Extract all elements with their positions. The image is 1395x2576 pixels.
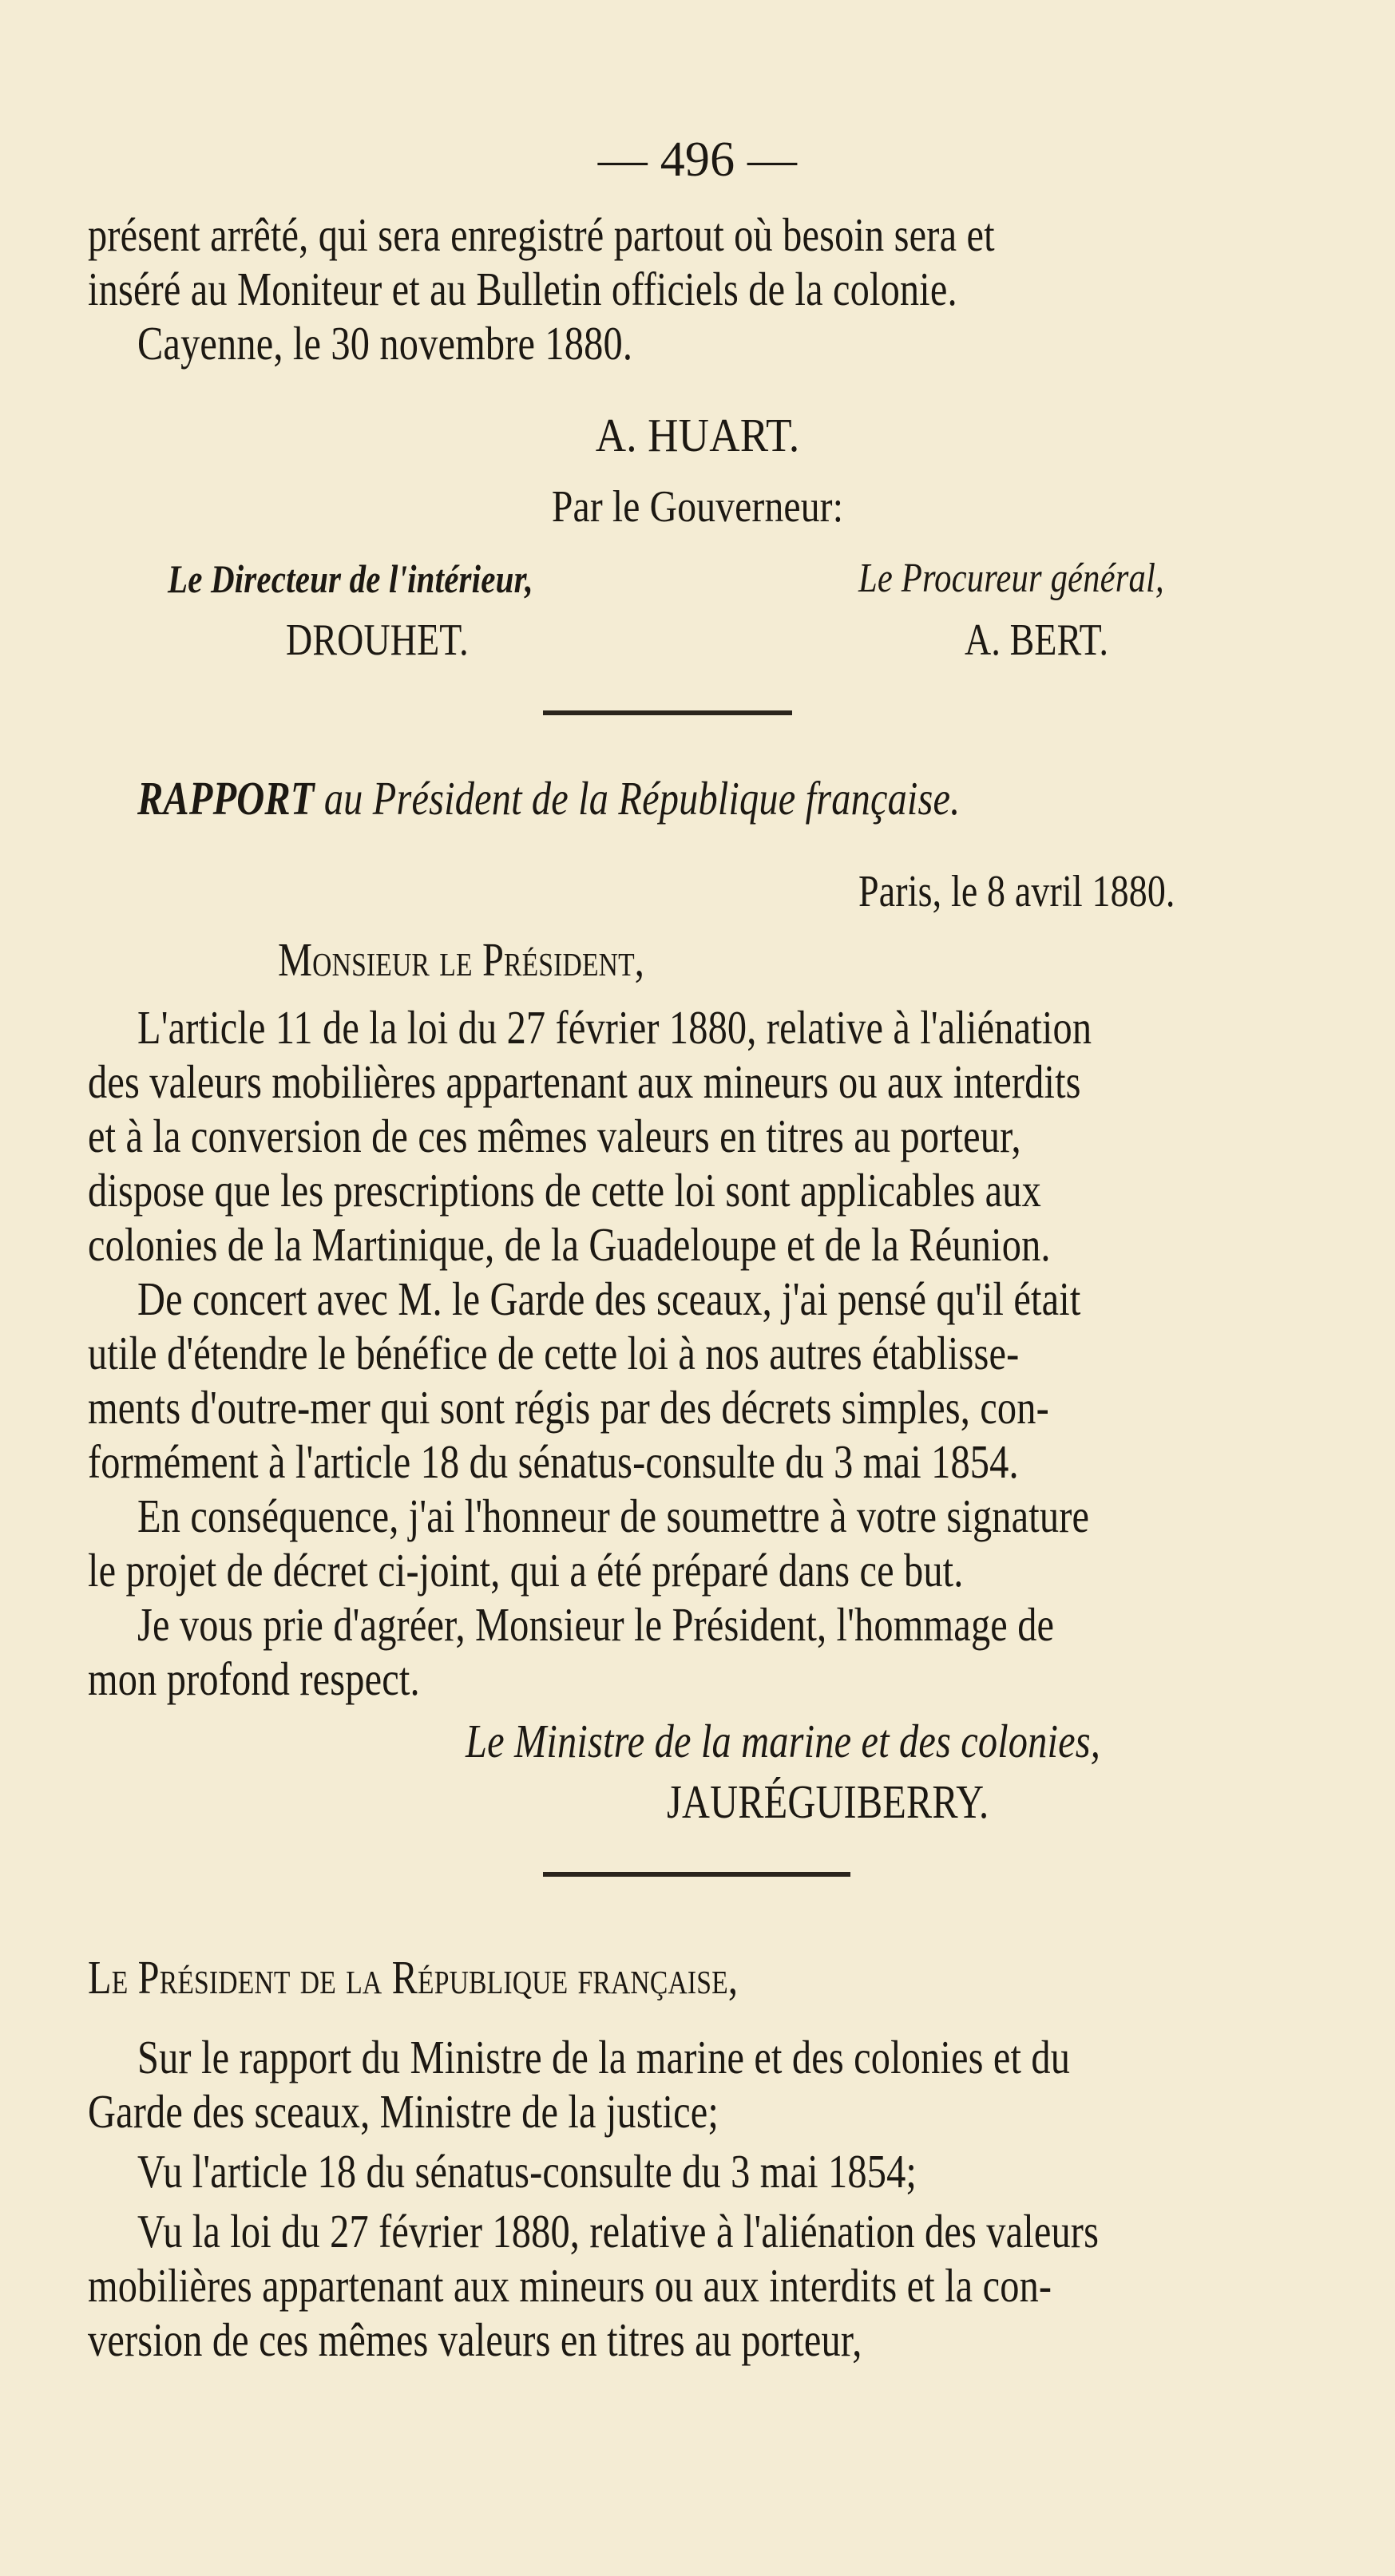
text-line: L'article 11 de la loi du 27 février 1880, relative à l'aliénation — [137, 1001, 1092, 1054]
text-line: Vu l'article 18 du sénatus-consulte du 3 mai 1854; — [137, 2145, 917, 2198]
text-line: Sur le rapport du Ministre de la marine et des colonies et du — [137, 2031, 1071, 2083]
decree-heading: Le Président de la République française, — [88, 1951, 739, 2004]
procureur-name: A. BERT. — [965, 615, 1109, 665]
procureur-title: Le Procureur général, — [858, 556, 1164, 601]
text-line: des valeurs mobilières appartenant aux mineurs ou aux interdits — [88, 1055, 1081, 1108]
by-governor: Par le Gouverneur: — [551, 482, 844, 532]
text-line: De concert avec M. le Garde des sceaux, j'ai pensé qu'il était — [137, 1272, 1081, 1325]
place-date-line: Cayenne, le 30 novembre 1880. — [137, 317, 633, 370]
governor-signature: A. HUART. — [595, 409, 800, 461]
separator-rule — [543, 1872, 850, 1877]
rapport-place-date: Paris, le 8 avril 1880. — [858, 867, 1175, 916]
text-line: le projet de décret ci-joint, qui a été préparé dans ce but. — [88, 1544, 964, 1597]
text-line: dispose que les prescriptions de cette loi sont applicables aux — [88, 1164, 1041, 1217]
rapport-heading-bold: RAPPORT — [137, 772, 315, 825]
director-title: Le Directeur de l'intérieur, — [168, 556, 533, 601]
text-line: formément à l'article 18 du sénatus-consulte du 3 mai 1854. — [88, 1435, 1019, 1488]
rapport-heading — [137, 773, 960, 824]
text-line: colonies de la Martinique, de la Guadeloupe et de la Réunion. — [88, 1218, 1051, 1271]
text-line: Vu la loi du 27 février 1880, relative à l'aliénation des valeurs — [137, 2205, 1100, 2257]
separator-rule — [543, 710, 792, 715]
minister-name: JAURÉGUIBERRY. — [667, 1775, 989, 1828]
minister-title: Le Ministre de la marine et des colonies, — [466, 1715, 1101, 1767]
text-line: Garde des sceaux, Ministre de la justice; — [88, 2085, 719, 2138]
page-number: — 496 — — [597, 133, 798, 187]
rapport-heading-rest: au Président de la République française. — [323, 772, 961, 825]
text-line: En conséquence, j'ai l'honneur de soumettre à votre signature — [137, 1490, 1090, 1542]
text-line: Je vous prie d'agréer, Monsieur le Président, l'hommage de — [137, 1598, 1055, 1651]
text-line: utile d'étendre le bénéfice de cette loi à nos autres établisse- — [88, 1327, 1020, 1379]
salutation: Monsieur le Président, — [278, 933, 645, 986]
text-line: ments d'outre-mer qui sont régis par des décrets simples, con- — [88, 1381, 1049, 1434]
text-line: inséré au Moniteur et au Bulletin officiels de la colonie. — [88, 263, 957, 315]
text-line: mobilières appartenant aux mineurs ou aux interdits et la con- — [88, 2259, 1052, 2312]
text-line: mon profond respect. — [88, 1652, 420, 1705]
text-line: et à la conversion de ces mêmes valeurs en titres au porteur, — [88, 1110, 1021, 1162]
text-line: version de ces mêmes valeurs en titres au porteur, — [88, 2313, 862, 2366]
director-name: DROUHET. — [286, 615, 469, 665]
text-line: présent arrêté, qui sera enregistré partout où besoin sera et — [88, 208, 995, 261]
